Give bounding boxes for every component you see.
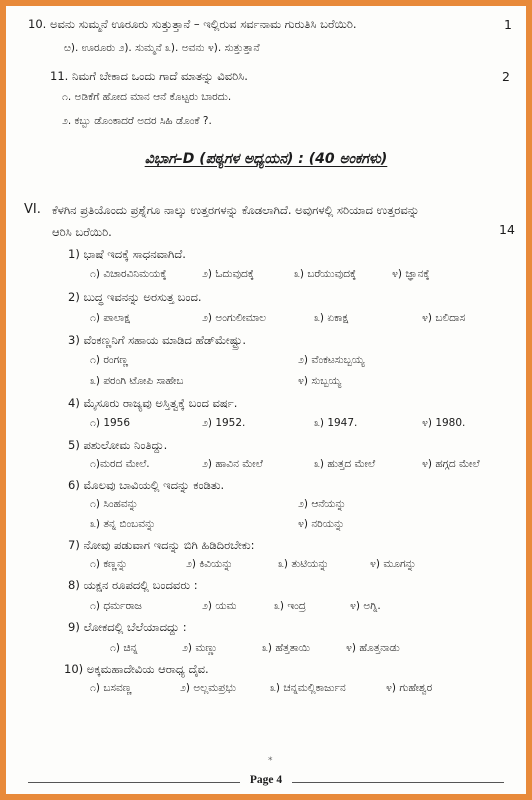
mcq-option: ೧) ಕಣ್ಣನ್ನು <box>90 558 128 570</box>
mcq-option: ೧) ರಂಗಣ್ಣ <box>90 354 129 366</box>
mcq-option: ೨) ವೆಂಕಟಸುಬ್ಬಯ್ಯ <box>298 354 365 366</box>
mcq-option: ೩) ಏಕಾಕ್ಷ <box>314 312 349 324</box>
mcq-option: ೨) ಅಲ್ಲಮಪ್ರಭು <box>180 682 236 694</box>
section-number: VI. <box>24 202 41 217</box>
mcq-question: 5) ಪಶುಲೋಮ ನಿಂತಿದ್ದು. <box>68 438 168 452</box>
mcq-option: ೧)ಮರದ ಮೇಲೆ. <box>90 458 150 470</box>
mcq-option: ೩) ಇಂದ್ರ <box>274 600 307 612</box>
footer-rule-right <box>292 782 504 783</box>
mcq-option: ೪) ಅಗ್ನಿ. <box>350 600 381 612</box>
mcq-option: ೪) 1980. <box>422 417 466 429</box>
q11-text: 11. ನಿಮಗೆ ಬೇಕಾದ ಒಂದು ಗಾದೆ ಮಾತನ್ನು ವಿವರಿಸಿ. <box>50 69 248 83</box>
mcq-option: ೩) ತನ್ನ ಬಿಂಬವನ್ನು <box>90 518 156 530</box>
mcq-question: 9) ಲೋಕದಲ್ಲಿ ಬೆಲೆಯಾದದ್ದು : <box>68 620 187 634</box>
q10-options: ೞ). ಊರೂರು ೨). ಸುಮ್ಮನೆ ೩). ಅವನು ೪). ಸುತ್ತುತ್ತಾನೆ <box>64 42 260 54</box>
mcq-option: ೩) ತುಟಿಯನ್ನು <box>278 558 329 570</box>
mcq-option: ೨) ಆನೆಯನ್ನು <box>298 498 347 510</box>
q10-text: 10. ಅವನು ಸುಮ್ಮನೆ ಊರೂರು ಸುತ್ತುತ್ತಾನೆ – ಇಲ್ಲಿರುವ ಸರ್ವನಾಮ ಗುರುತಿಸಿ ಬರೆಯಿರಿ. <box>28 17 357 31</box>
mcq-question: 8) ಯಕ್ಷನ ರೂಪದಲ್ಲಿ ಬಂದವರು : <box>68 578 198 592</box>
mcq-option: ೨) ಓದುವುದಕ್ಕೆ <box>202 268 254 280</box>
mcq-option: ೧) ವಿಚಾರವಿನಿಮಯಕ್ಕೆ <box>90 268 167 280</box>
mcq-option: ೪) ಮೂಗನ್ನು <box>370 558 417 570</box>
mcq-question: 2) ಬುದ್ಧ ಇವನನ್ನು ಅರಸುತ್ತ ಬಂದ. <box>68 290 202 304</box>
mcq-option: ೩) ಬರೆಯುವುದಕ್ಕೆ <box>294 268 357 280</box>
page-mark: * <box>268 756 273 766</box>
section-instruction-line1: ಕೆಳಗಿನ ಪ್ರತಿಯೊಂದು ಪ್ರಶ್ನೆಗೂ ನಾಲ್ಕು ಉತ್ತರಗಳನ್ನು ಕೊಡಲಾಗಿದೆ. ಅವುಗಳಲ್ಲಿ ಸರಿಯಾದ ಉತ್ತರವನ್ನು <box>52 203 420 217</box>
mcq-option: ೨) ಕಿವಿಯನ್ನು <box>186 558 233 570</box>
mcq-option: ೨) ಯಮ <box>202 600 237 612</box>
q11-option-2: ೨. ಕಬ್ಬು ಡೊಂಕಾದರೆ ಅದರ ಸಿಹಿ ಡೊಂಕೆ ?. <box>62 115 212 127</box>
page-number: Page 4 <box>249 774 283 786</box>
q10-marks: 1 <box>504 17 512 32</box>
mcq-option: ೩) 1947. <box>314 417 358 429</box>
exam-page <box>6 6 526 794</box>
mcq-question: 4) ಮೈಸೂರು ರಾಜ್ಯವು ಅಸ್ತಿತ್ವಕ್ಕೆ ಬಂದ ವರ್ಷ. <box>68 396 238 410</box>
mcq-option: ೨) ಮಣ್ಣು <box>182 642 218 654</box>
mcq-option: ೪) ಗುಹೇಶ್ವರ <box>386 682 433 694</box>
mcq-option: ೧) ಧರ್ಮರಾಜ <box>90 600 142 612</box>
mcq-option: ೧) 1956 <box>90 417 131 429</box>
mcq-question: 3) ವೆಂಕಣ್ಣನಿಗೆ ಸಹಾಯ ಮಾಡಿದ ಹೆಡ್‌ಮೇಷ್ಟ್ರು. <box>68 333 247 347</box>
mcq-question: 7) ನೋವು ಪಡುವಾಗ ಇದನ್ನು ಬಿಗಿ ಹಿಡಿದಿರಬೇಕು: <box>68 538 255 552</box>
mcq-option: ೪) ಹೊತ್ತನಾಡು <box>346 642 400 654</box>
mcq-option: ೪) ಬಲಿದಾಸ <box>422 312 466 324</box>
mcq-option: ೪) ಹಗ್ಗದ ಮೇಲೆ <box>422 458 480 470</box>
section-instruction-line2: ಆರಿಸಿ ಬರೆಯಿರಿ. <box>52 225 112 239</box>
mcq-option: ೨) 1952. <box>202 417 246 429</box>
mcq-option: ೩) ಹೆತ್ತತಾಯಿ <box>262 642 311 654</box>
mcq-option: ೪) ನರಿಯನ್ನು <box>298 518 345 530</box>
mcq-option: ೪) ಜ್ಞಾನಕ್ಕೆ <box>392 268 430 280</box>
mcq-option: ೨) ಅಂಗುಲೀಮಾಲ <box>202 312 267 324</box>
mcq-option: ೧) ಸಿಂಹವನ್ನು <box>90 498 139 510</box>
mcq-option: ೩) ಹುತ್ತದ ಮೇಲೆ <box>314 458 376 470</box>
mcq-option: ೩) ಪರಂಗಿ ಟೋಪಿ ಸಾಹೇಬ <box>90 375 184 387</box>
section-heading: ವಿಭಾಗ–D (ಪಠ್ಯಗಳ ಅಧ್ಯಯನ) : (40 ಅಂಕಗಳು) <box>144 151 388 167</box>
q11-option-1: ೧. ಅಡಿಕೆಗೆ ಹೋದ ಮಾನ ಆನೆ ಕೊಟ್ಟರು ಬಾರದು. <box>62 91 232 103</box>
mcq-question: 6) ಮೊಲವು ಬಾವಿಯಲ್ಲಿ ಇದನ್ನು ಕಂಡಿತು. <box>68 478 225 492</box>
mcq-question: 10) ಅಕ್ಕಮಹಾದೇವಿಯ ಆರಾಧ್ಯ ದೈವ. <box>64 662 209 676</box>
mcq-question: 1) ಭಾಷೆ ಇದಕ್ಕೆ ಸಾಧನವಾಗಿದೆ. <box>68 247 186 261</box>
q11-marks: 2 <box>502 69 510 84</box>
mcq-option: ೨) ಹಾವಿನ ಮೇಲೆ <box>202 458 263 470</box>
mcq-option: ೧) ಪಾಲಾಕ್ಷ <box>90 312 130 324</box>
mcq-option: ೪) ಸುಬ್ಬಯ್ಯ <box>298 375 342 387</box>
mcq-option: ೧) ಚಿನ್ನ <box>110 642 138 654</box>
mcq-option: ೧) ಬಸವಣ್ಣ <box>90 682 132 694</box>
mcq-option: ೩) ಚನ್ನಮಲ್ಲಿಕಾರ್ಜುನ <box>270 682 346 694</box>
section-marks: 14 <box>499 222 515 237</box>
